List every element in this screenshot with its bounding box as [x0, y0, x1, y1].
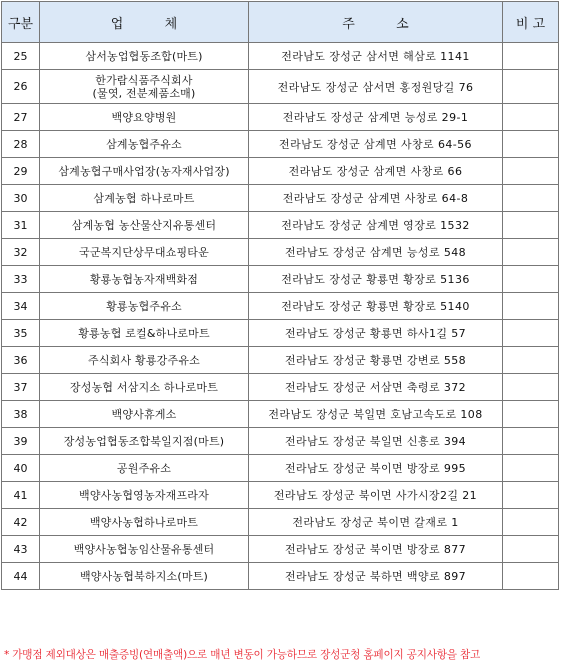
business-name: 백양사농협농임산물유통센터: [40, 536, 249, 563]
table-row: [2, 185, 559, 212]
merchant-table: [1, 1, 559, 590]
business-name: 황룡농협농자재백화점: [40, 266, 249, 293]
business-address: 전라남도 장성군 삼계면 사창로 64-56: [249, 131, 503, 158]
header-category: 구분: [2, 2, 40, 43]
business-name: 장성농업협동조합북일지점(마트): [40, 428, 249, 455]
business-address: 전라남도 장성군 황룡면 황장로 5140: [249, 293, 503, 320]
row-number: 39: [2, 428, 40, 455]
table-row: [2, 293, 559, 320]
footnote: * 가맹점 제외대상은 매출증빙(연매출액)으로 매년 변동이 가능하므로 장성군청 홈페이지 공지사항을 참고: [4, 649, 481, 661]
business-address: 전라남도 장성군 서삼면 축령로 372: [249, 374, 503, 401]
remarks-cell: [503, 401, 559, 428]
business-address: 전라남도 장성군 북일면 호남고속도로 108: [249, 401, 503, 428]
table-row: [2, 43, 559, 70]
row-number: 40: [2, 455, 40, 482]
business-address: 전라남도 장성군 북이면 사가시장2길 21: [249, 482, 503, 509]
table-row: [2, 212, 559, 239]
business-address: 전라남도 장성군 삼계면 능성로 29-1: [249, 104, 503, 131]
row-number: 44: [2, 563, 40, 590]
table-row: [2, 536, 559, 563]
business-address: 전라남도 장성군 황룡면 황장로 5136: [249, 266, 503, 293]
business-address: 전라남도 장성군 삼계면 사창로 66: [249, 158, 503, 185]
row-number: 35: [2, 320, 40, 347]
row-number: 29: [2, 158, 40, 185]
business-name: 황룡농협 로컬&하나로마트: [40, 320, 249, 347]
row-number: 38: [2, 401, 40, 428]
remarks-cell: [503, 212, 559, 239]
row-number: 32: [2, 239, 40, 266]
table-row: [2, 374, 559, 401]
remarks-cell: [503, 563, 559, 590]
remarks-cell: [503, 320, 559, 347]
business-address: 전라남도 장성군 삼계면 능성로 548: [249, 239, 503, 266]
header-business: 업 체: [40, 2, 249, 43]
business-name: 주식회사 황룡강주유소: [40, 347, 249, 374]
business-address: 전라남도 장성군 삼계면 영장로 1532: [249, 212, 503, 239]
remarks-cell: [503, 104, 559, 131]
row-number: 30: [2, 185, 40, 212]
remarks-cell: [503, 131, 559, 158]
business-name: 삼계농협 하나로마트: [40, 185, 249, 212]
table-row: [2, 104, 559, 131]
row-number: 36: [2, 347, 40, 374]
row-number: 28: [2, 131, 40, 158]
row-number: 37: [2, 374, 40, 401]
remarks-cell: [503, 536, 559, 563]
table-row: [2, 239, 559, 266]
business-name: 공원주유소: [40, 455, 249, 482]
business-address: 전라남도 장성군 황룡면 강변로 558: [249, 347, 503, 374]
remarks-cell: [503, 70, 559, 104]
business-address: 전라남도 장성군 삼계면 사창로 64-8: [249, 185, 503, 212]
table-row: [2, 131, 559, 158]
table-row: [2, 320, 559, 347]
row-number: 34: [2, 293, 40, 320]
business-address: 전라남도 장성군 북일면 신흥로 394: [249, 428, 503, 455]
header-remarks: 비 고: [503, 2, 559, 43]
business-address: 전라남도 장성군 삼서면 해삼로 1141: [249, 43, 503, 70]
business-name: 백양사휴게소: [40, 401, 249, 428]
remarks-cell: [503, 185, 559, 212]
remarks-cell: [503, 428, 559, 455]
remarks-cell: [503, 482, 559, 509]
row-number: 43: [2, 536, 40, 563]
business-name: 국군복지단상무대쇼핑타운: [40, 239, 249, 266]
table-row: [2, 509, 559, 536]
business-name: 백양사농협영농자재프라자: [40, 482, 249, 509]
business-address: 전라남도 장성군 황룡면 하사1길 57: [249, 320, 503, 347]
remarks-cell: [503, 158, 559, 185]
business-name: 삼계농협주유소: [40, 131, 249, 158]
table-row: [2, 428, 559, 455]
business-address: 전라남도 장성군 삼서면 홍정원당길 76: [249, 70, 503, 104]
row-number: 42: [2, 509, 40, 536]
remarks-cell: [503, 239, 559, 266]
business-address: 전라남도 장성군 북이면 방장로 877: [249, 536, 503, 563]
table-row: [2, 482, 559, 509]
table-row: [2, 401, 559, 428]
table-row: [2, 563, 559, 590]
business-address: 전라남도 장성군 북하면 백양로 897: [249, 563, 503, 590]
business-name-line: (물엿, 전분제품소매): [92, 86, 196, 100]
remarks-cell: [503, 509, 559, 536]
table-row: [2, 455, 559, 482]
remarks-cell: [503, 455, 559, 482]
business-name: 삼계농협 농산물산지유통센터: [40, 212, 249, 239]
remarks-cell: [503, 374, 559, 401]
row-number: 33: [2, 266, 40, 293]
row-number: 25: [2, 43, 40, 70]
table-row: [2, 158, 559, 185]
business-name: 백양요양병원: [40, 104, 249, 131]
remarks-cell: [503, 43, 559, 70]
row-number: 27: [2, 104, 40, 131]
business-name: 삼서농업협동조합(마트): [40, 43, 249, 70]
table-header-row: [2, 2, 559, 43]
business-name: 삼계농협구매사업장(농자재사업장): [40, 158, 249, 185]
business-name: 백양사농협하나로마트: [40, 509, 249, 536]
business-name: 장성농협 서삼지소 하나로마트: [40, 374, 249, 401]
row-number: 26: [2, 70, 40, 104]
business-address: 전라남도 장성군 북이면 방장로 995: [249, 455, 503, 482]
row-number: 31: [2, 212, 40, 239]
remarks-cell: [503, 293, 559, 320]
business-name: [40, 70, 249, 104]
business-name: 백양사농협북하지소(마트): [40, 563, 249, 590]
business-name-line: 한가람식품주식회사: [95, 73, 193, 87]
remarks-cell: [503, 266, 559, 293]
row-number: 41: [2, 482, 40, 509]
table-row: [2, 266, 559, 293]
remarks-cell: [503, 347, 559, 374]
table-row: [2, 70, 559, 104]
header-address: 주 소: [249, 2, 503, 43]
table-row: [2, 347, 559, 374]
business-name: 황룡농협주유소: [40, 293, 249, 320]
business-address: 전라남도 장성군 북이면 갈재로 1: [249, 509, 503, 536]
